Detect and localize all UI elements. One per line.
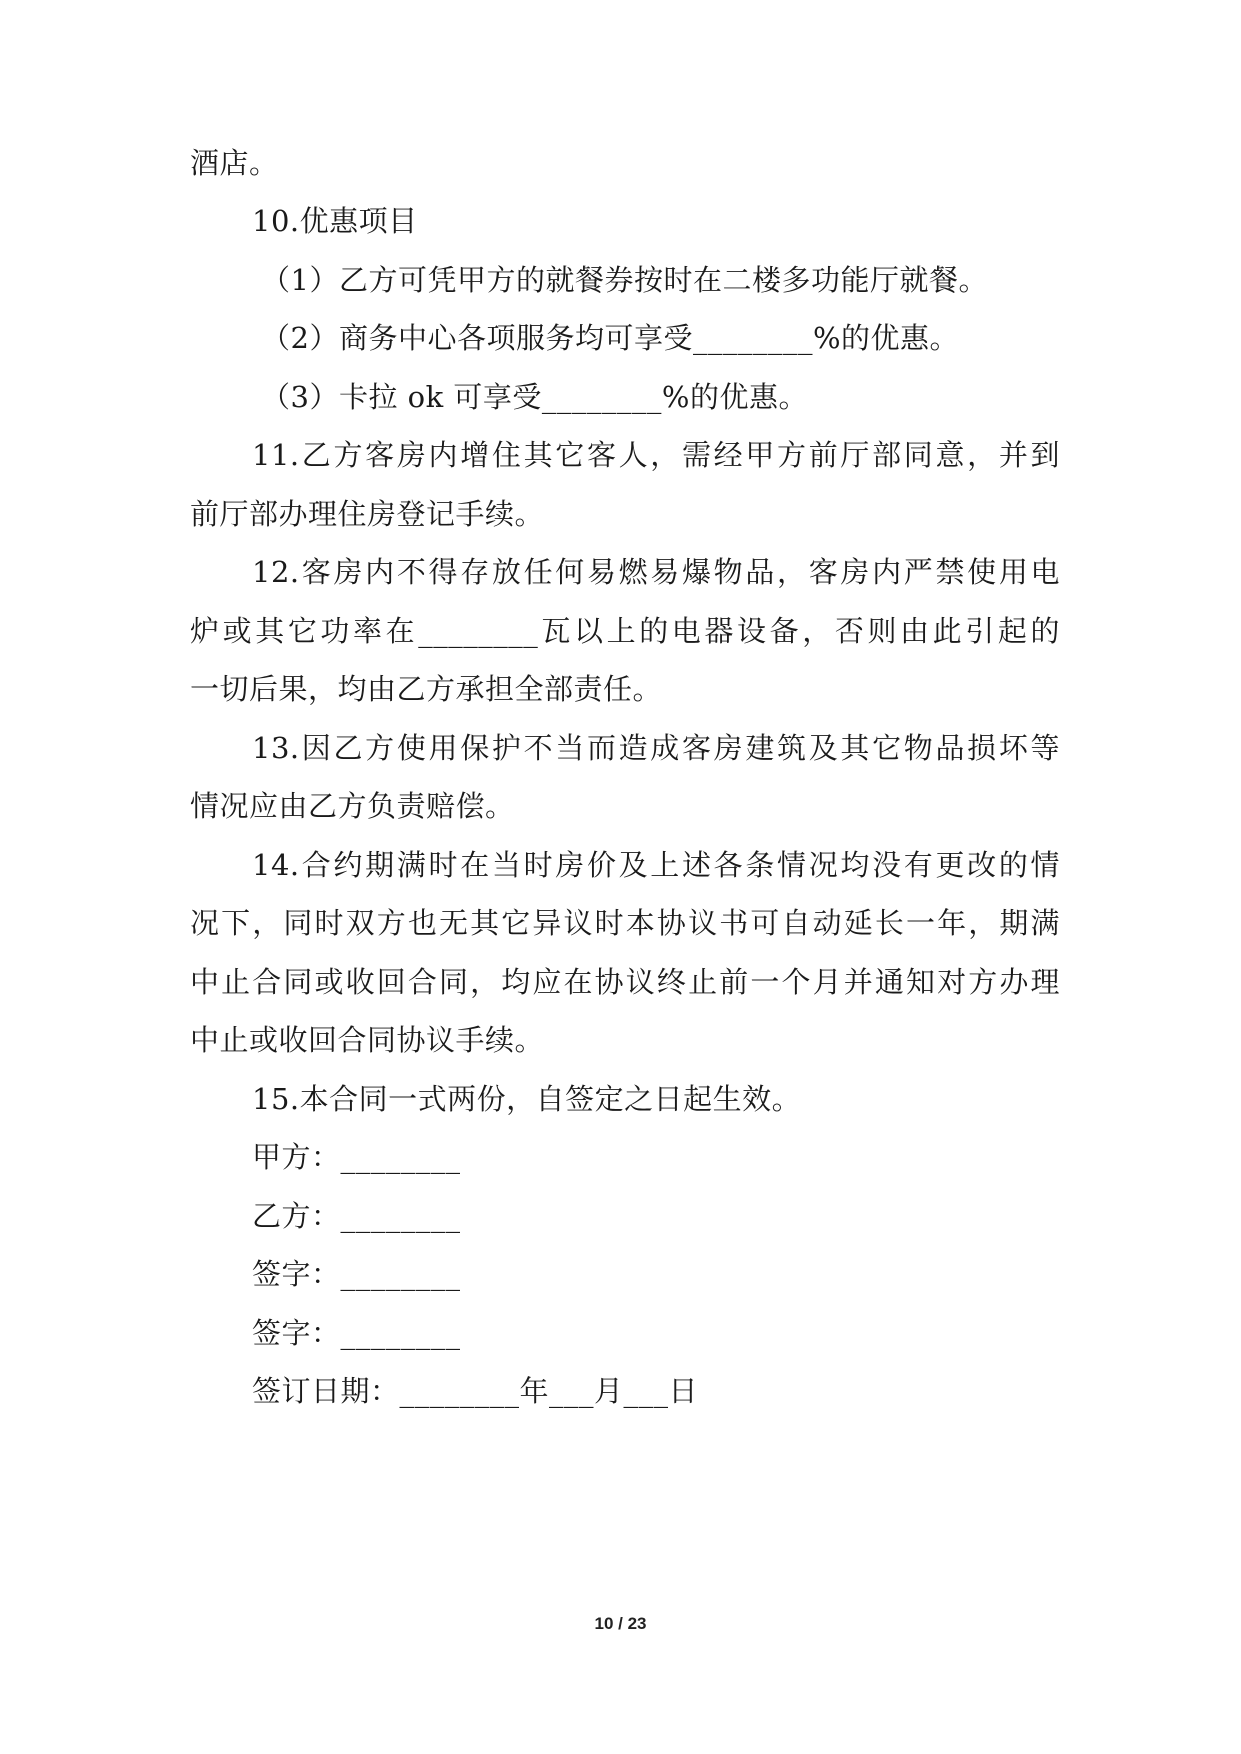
list-item: （2）商务中心各项服务均可享受________%的优惠。 (261, 321, 960, 355)
signature-line: 签字：________ (252, 1316, 461, 1350)
signature-party-a: 甲方：________ (252, 1140, 461, 1174)
paragraph-line: 酒店。 (190, 146, 279, 180)
paragraph-line: 15.本合同一式两份，自签定之日起生效。 (252, 1082, 802, 1116)
paragraph-line: 前厅部办理住房登记手续。 (190, 497, 545, 531)
section-heading: 10.优惠项目 (252, 204, 418, 238)
paragraph-line: 中止或收回合同协议手续。 (190, 1023, 545, 1057)
paragraph-line: 12.客房内不得存放任何易燃易爆物品，客房内严禁使用电 (252, 555, 1060, 589)
paragraph-line: 情况应由乙方负责赔偿。 (190, 789, 515, 823)
signature-line: 签字：________ (252, 1257, 461, 1291)
list-item: （1）乙方可凭甲方的就餐券按时在二楼多功能厅就餐。 (261, 263, 988, 297)
paragraph-line: 11.乙方客房内增住其它客人，需经甲方前厅部同意，并到 (252, 438, 1060, 472)
page-number: 10 / 23 (594, 1614, 647, 1633)
paragraph-line: 况下，同时双方也无其它异议时本协议书可自动延长一年，期满 (190, 906, 1060, 940)
signature-party-b: 乙方：________ (252, 1199, 461, 1233)
paragraph-line: 13.因乙方使用保护不当而造成客房建筑及其它物品损坏等 (252, 731, 1060, 765)
list-item: （3）卡拉 ok 可享受________%的优惠。 (261, 380, 808, 414)
paragraph-line: 中止合同或收回合同，均应在协议终止前一个月并通知对方办理 (190, 965, 1060, 999)
signing-date: 签订日期：________年___月___日 (252, 1374, 699, 1408)
paragraph-line: 14.合约期满时在当时房价及上述各条情况均没有更改的情 (252, 848, 1060, 882)
paragraph-line: 炉或其它功率在________瓦以上的电器设备，否则由此引起的 (190, 614, 1060, 648)
paragraph-line: 一切后果，均由乙方承担全部责任。 (190, 672, 663, 706)
